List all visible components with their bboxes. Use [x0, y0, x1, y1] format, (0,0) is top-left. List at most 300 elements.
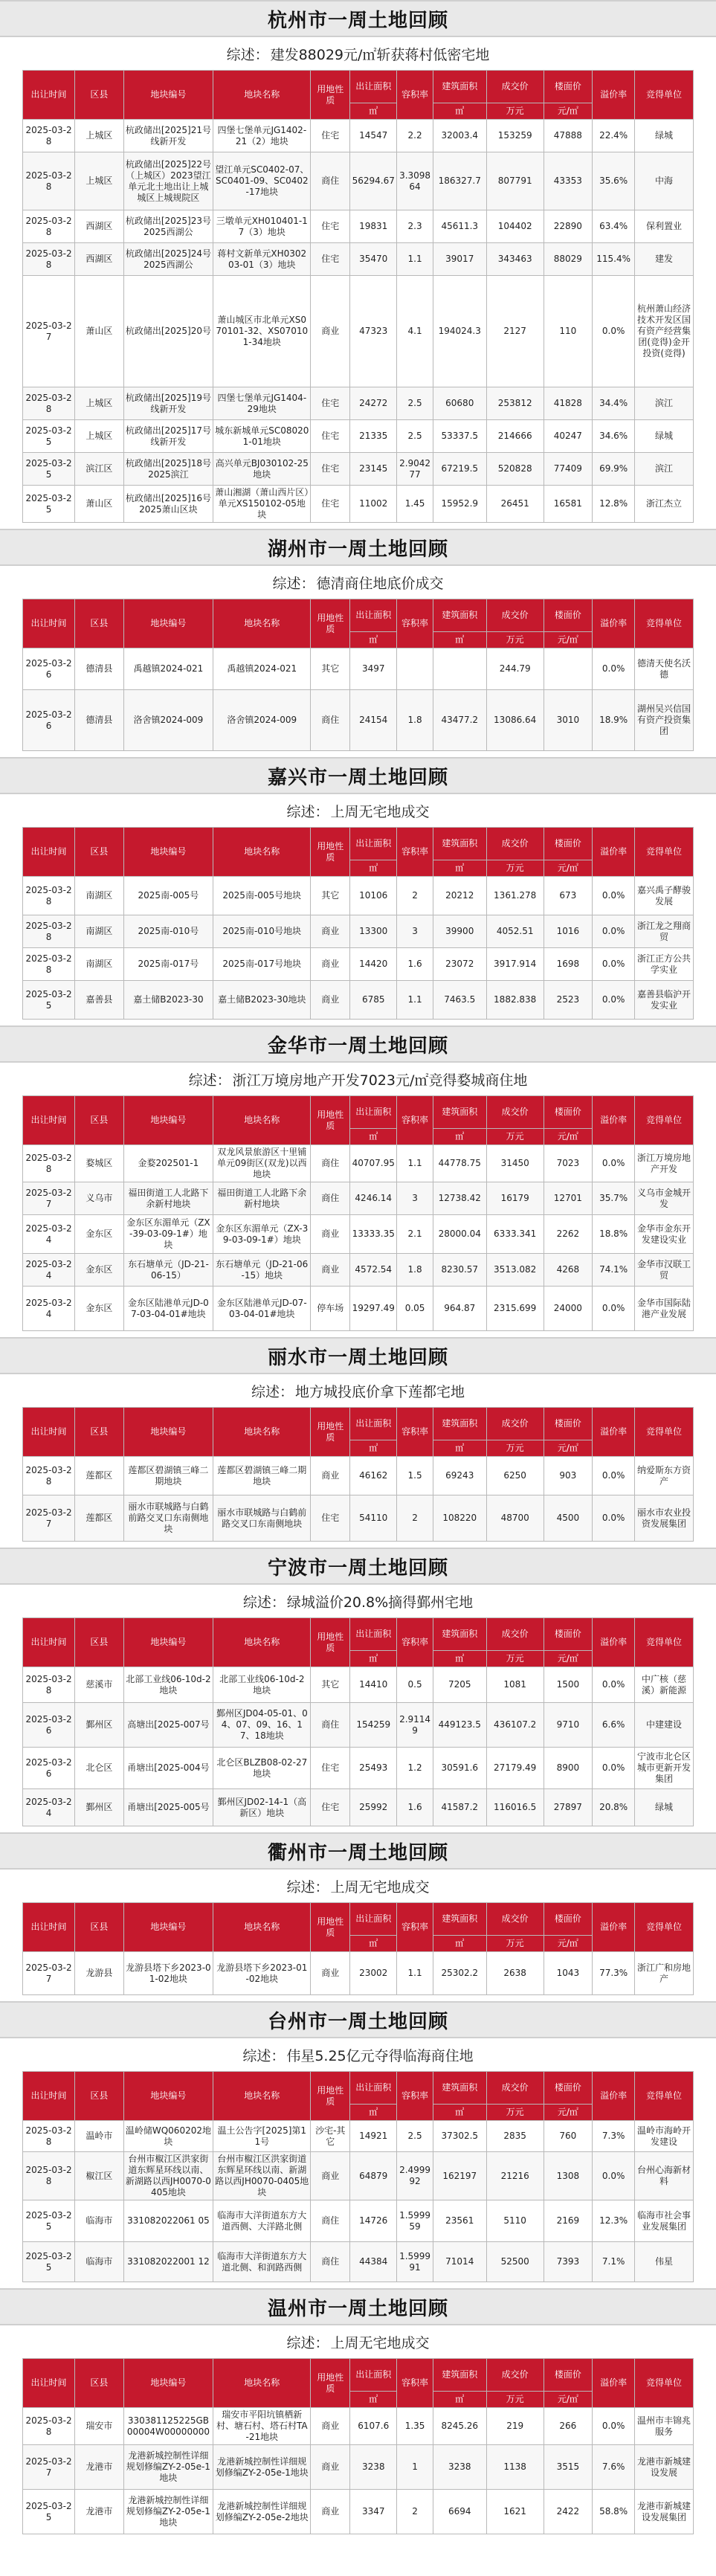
header-row [23, 1618, 694, 1651]
cell-area: 3497 [350, 648, 397, 690]
header-unit-unit-price: 元/㎡ [544, 1651, 593, 1667]
cell-far: 1.6 [397, 1789, 433, 1826]
cell-usage: 商业 [311, 1457, 350, 1495]
cell-date: 2025-03-25 [23, 486, 75, 523]
cell-unit-price: 7393 [544, 2242, 593, 2282]
header-premium: 溢价率 [593, 599, 635, 648]
cell-winner: 建发 [635, 243, 694, 276]
header-district: 区县 [75, 2072, 124, 2121]
cell-date: 2025-03-28 [23, 152, 75, 210]
cell-price: 244.79 [486, 648, 544, 690]
table-body [23, 120, 694, 523]
cell-date: 2025-03-25 [23, 981, 75, 1020]
header-lot-no: 地块编号 [123, 71, 213, 120]
header-unit-price: 楼面价 [544, 1096, 593, 1129]
cell-lot-name: 临海市大洋街道东方大道北侧、和润路西侧 [213, 2242, 311, 2282]
cell-price: 13086.64 [486, 690, 544, 751]
table-row [23, 1215, 694, 1254]
land-table [22, 70, 694, 523]
cell-gfa: 28000.04 [433, 1215, 486, 1254]
table-row [23, 877, 694, 915]
cell-area: 64879 [350, 2152, 397, 2200]
cell-unit-price: 12701 [544, 1182, 593, 1215]
cell-premium: 0.0% [593, 877, 635, 915]
table-body [23, 877, 694, 1020]
cell-area: 25992 [350, 1789, 397, 1826]
header-gfa: 建筑面积 [433, 1618, 486, 1651]
cell-district: 德清县 [75, 690, 124, 751]
header-area: 出让面积 [350, 1618, 397, 1651]
table-header [23, 1903, 694, 1952]
cell-area: 46162 [350, 1457, 397, 1495]
cell-far: 1.1 [397, 243, 433, 276]
header-premium: 溢价率 [593, 2359, 635, 2408]
table-header [23, 828, 694, 877]
header-far: 容积率 [397, 1408, 433, 1457]
header-lot-no: 地块编号 [123, 2072, 213, 2121]
header-lot-name: 地块名称 [213, 71, 311, 120]
cell-unit-price: 4268 [544, 1254, 593, 1287]
header-unit-unit-price: 元/㎡ [544, 2105, 593, 2121]
cell-unit-price: 27897 [544, 1789, 593, 1826]
header-gfa: 建筑面积 [433, 1408, 486, 1440]
header-premium: 溢价率 [593, 828, 635, 877]
header-price: 成交价 [486, 2359, 544, 2392]
cell-area: 11002 [350, 486, 397, 523]
cell-far: 1.6 [397, 948, 433, 981]
cell-far: 3.3098 64 [397, 152, 433, 210]
header-usage: 用地性质 [311, 1618, 350, 1667]
header-gfa: 建筑面积 [433, 828, 486, 860]
city-section [0, 529, 716, 751]
header-area: 出让面积 [350, 2072, 397, 2105]
city-title: 杭州市一周土地回顾 [0, 0, 716, 37]
header-unit-unit-price: 元/㎡ [544, 632, 593, 648]
cell-usage: 商住 [311, 152, 350, 210]
cell-gfa: 15952.9 [433, 486, 486, 523]
cell-lot-no: 台州市椒江区洪家街道东辉星环线以南、新湖路以西JH0070-0405地块 [123, 2152, 213, 2200]
table-row [23, 486, 694, 523]
cell-usage: 住宅 [311, 453, 350, 486]
cell-area: 47323 [350, 276, 397, 387]
cell-usage: 商业 [311, 1952, 350, 1995]
header-lot-name: 地块名称 [213, 1903, 311, 1952]
cell-premium: 58.8% [593, 2490, 635, 2534]
city-section [0, 1548, 716, 1826]
table-body [23, 1145, 694, 1331]
header-winner: 竞得单位 [635, 1618, 694, 1667]
header-district: 区县 [75, 1408, 124, 1457]
cell-price: 104402 [486, 210, 544, 243]
cell-area: 154259 [350, 1703, 397, 1748]
cell-district: 龙港市 [75, 2490, 124, 2534]
city-summary [0, 1870, 716, 1902]
cell-area: 23145 [350, 453, 397, 486]
header-row [23, 71, 694, 103]
cell-unit-price: 903 [544, 1457, 593, 1495]
cell-district: 临海市 [75, 2200, 124, 2242]
cell-district: 上城区 [75, 420, 124, 453]
cell-date: 2025-03-24 [23, 1254, 75, 1287]
cell-winner: 绿城 [635, 1789, 694, 1826]
cell-gfa: 23072 [433, 948, 486, 981]
header-far: 容积率 [397, 1618, 433, 1667]
cell-far: 2 [397, 877, 433, 915]
header-lot-name: 地块名称 [213, 1618, 311, 1667]
cell-district: 鄞州区 [75, 1703, 124, 1748]
header-lot-no: 地块编号 [123, 1096, 213, 1145]
header-unit-gfa: ㎡ [433, 2392, 486, 2408]
cell-premium: 34.4% [593, 387, 635, 420]
cell-district: 慈溪市 [75, 1667, 124, 1703]
header-area: 出让面积 [350, 1408, 397, 1440]
cell-lot-no: 杭政储出[2025]21号线新开发 [123, 120, 213, 152]
table-row [23, 453, 694, 486]
cell-winner: 德清天使名沃德 [635, 648, 694, 690]
table-row [23, 1287, 694, 1331]
cell-lot-no: 331082022061 05 [123, 2200, 213, 2242]
cell-usage: 商业 [311, 981, 350, 1020]
cell-gfa [433, 648, 486, 690]
summary-label: 综述： [188, 1072, 231, 1089]
header-price: 成交价 [486, 1903, 544, 1936]
cell-lot-no: 龙港新城控制性详细规划修编ZY-2-05e-1地块 [123, 2445, 213, 2490]
header-premium: 溢价率 [593, 1408, 635, 1457]
cell-area: 14726 [350, 2200, 397, 2242]
cell-district: 金东区 [75, 1254, 124, 1287]
cell-gfa: 7463.5 [433, 981, 486, 1020]
cell-usage: 商业 [311, 2490, 350, 2534]
summary-text: 地方城投底价拿下莲都宅地 [295, 1383, 465, 1400]
cell-winner: 中建建设 [635, 1703, 694, 1748]
cell-winner: 宁波市北仑区城市更新开发集团 [635, 1748, 694, 1789]
header-winner: 竞得单位 [635, 1096, 694, 1145]
cell-gfa: 45611.3 [433, 210, 486, 243]
header-premium: 溢价率 [593, 71, 635, 120]
city-title: 嘉兴市一周土地回顾 [0, 757, 716, 794]
header-row [23, 1903, 694, 1936]
city-summary [0, 2038, 716, 2071]
header-premium: 溢价率 [593, 1096, 635, 1145]
header-unit-area: ㎡ [350, 2105, 397, 2121]
cell-gfa: 964.87 [433, 1287, 486, 1331]
cell-far: 1.1 [397, 981, 433, 1020]
cell-usage: 商住 [311, 1703, 350, 1748]
cell-unit-price: 1500 [544, 1667, 593, 1703]
table-row [23, 1748, 694, 1789]
header-winner: 竞得单位 [635, 1408, 694, 1457]
cell-lot-no: 2025南-017号 [123, 948, 213, 981]
cell-usage: 商住 [311, 690, 350, 751]
cell-premium: 0.0% [593, 1495, 635, 1542]
cell-date: 2025-03-27 [23, 1495, 75, 1542]
header-lot-name: 地块名称 [213, 828, 311, 877]
cell-date: 2025-03-28 [23, 2408, 75, 2445]
cell-district: 义乌市 [75, 1182, 124, 1215]
cell-lot-no: 甬塘出[2025-004号 [123, 1748, 213, 1789]
header-lot-no: 地块编号 [123, 1903, 213, 1952]
cell-date: 2025-03-26 [23, 690, 75, 751]
cell-district: 龙港市 [75, 2445, 124, 2490]
table-row [23, 276, 694, 387]
table-header [23, 2359, 694, 2408]
cell-lot-no: 洛舍镇2024-009 [123, 690, 213, 751]
header-far: 容积率 [397, 2359, 433, 2408]
cell-date: 2025-03-28 [23, 1457, 75, 1495]
cell-winner: 伟星 [635, 2242, 694, 2282]
cell-lot-name: 莲都区碧湖镇三峰二期地块 [213, 1457, 311, 1495]
city-summary [0, 1374, 716, 1407]
header-date: 出让时间 [23, 599, 75, 648]
header-unit-gfa: ㎡ [433, 1129, 486, 1145]
cell-usage: 商业 [311, 2408, 350, 2445]
header-far: 容积率 [397, 1903, 433, 1952]
header-date: 出让时间 [23, 2072, 75, 2121]
cell-unit-price: 110 [544, 276, 593, 387]
cell-lot-name: 东石塘单元（JD-21-06-15）地块 [213, 1254, 311, 1287]
cell-far: 2.5 [397, 2121, 433, 2152]
cell-far [397, 648, 433, 690]
table-header [23, 1618, 694, 1667]
city-section [0, 1832, 716, 1995]
table-header [23, 2072, 694, 2121]
header-date: 出让时间 [23, 1903, 75, 1952]
city-title: 衢州市一周土地回顾 [0, 1832, 716, 1870]
cell-lot-name: 洛舍镇2024-009 [213, 690, 311, 751]
cell-far: 4.1 [397, 276, 433, 387]
header-price: 成交价 [486, 1096, 544, 1129]
cell-area: 10106 [350, 877, 397, 915]
cell-winner: 杭州萧山经济技术开发区国有资产经营集团(竞得)金开投资(竞得) [635, 276, 694, 387]
cell-date: 2025-03-24 [23, 1215, 75, 1254]
cell-area: 24154 [350, 690, 397, 751]
city-section [0, 1025, 716, 1331]
cell-usage: 住宅 [311, 420, 350, 453]
cell-date: 2025-03-24 [23, 1287, 75, 1331]
cell-usage: 停车场 [311, 1287, 350, 1331]
cell-gfa: 30591.6 [433, 1748, 486, 1789]
header-unit-price: 楼面价 [544, 1618, 593, 1651]
cell-premium: 0.0% [593, 1457, 635, 1495]
cell-gfa: 449123.5 [433, 1703, 486, 1748]
cell-price: 1081 [486, 1667, 544, 1703]
cell-lot-name: 临海市大洋街道东方大道西侧、大洋路北侧 [213, 2200, 311, 2242]
cell-unit-price: 40247 [544, 420, 593, 453]
cell-far: 1.5999 59 [397, 2200, 433, 2242]
cell-usage: 住宅 [311, 387, 350, 420]
cell-usage: 住宅 [311, 1789, 350, 1826]
cell-winner: 保利置业 [635, 210, 694, 243]
table-body [23, 648, 694, 751]
table-row [23, 387, 694, 420]
cell-premium: 0.0% [593, 981, 635, 1020]
cell-district: 萧山区 [75, 276, 124, 387]
cell-lot-no: 禹越镇2024-021 [123, 648, 213, 690]
cell-usage: 商业 [311, 948, 350, 981]
cell-lot-name: 萧山城区市北单元XS070101-32、XS070101-34地块 [213, 276, 311, 387]
cell-winner: 湖州吴兴信国有资产投资集团 [635, 690, 694, 751]
cell-district: 椒江区 [75, 2152, 124, 2200]
cell-unit-price: 1308 [544, 2152, 593, 2200]
cell-price: 807791 [486, 152, 544, 210]
cell-date: 2025-03-27 [23, 2445, 75, 2490]
header-usage: 用地性质 [311, 2072, 350, 2121]
header-unit-unit-price: 元/㎡ [544, 1936, 593, 1952]
cell-far: 1 [397, 2445, 433, 2490]
cell-lot-name: 蒋村文新单元XH030203-01（3）地块 [213, 243, 311, 276]
cell-price: 52500 [486, 2242, 544, 2282]
cell-date: 2025-03-25 [23, 2490, 75, 2534]
cell-premium: 34.6% [593, 420, 635, 453]
header-winner: 竞得单位 [635, 71, 694, 120]
table-header [23, 1096, 694, 1145]
header-row [23, 2072, 694, 2105]
cell-premium: 7.6% [593, 2445, 635, 2490]
cell-date: 2025-03-25 [23, 453, 75, 486]
cell-district: 上城区 [75, 152, 124, 210]
cell-gfa: 108220 [433, 1495, 486, 1542]
cell-premium: 69.9% [593, 453, 635, 486]
cell-lot-name: 嘉土储B2023-30地块 [213, 981, 311, 1020]
cell-lot-name: 丽水市联城路与白鹤前路交叉口东南侧地块 [213, 1495, 311, 1542]
cell-lot-name: 高兴单元BJ030102-25地块 [213, 453, 311, 486]
cell-premium: 0.0% [593, 648, 635, 690]
cell-far: 1.8 [397, 690, 433, 751]
cell-unit-price [544, 648, 593, 690]
header-unit-gfa: ㎡ [433, 103, 486, 120]
cell-unit-price: 1016 [544, 915, 593, 948]
cell-district: 萧山区 [75, 486, 124, 523]
cell-date: 2025-03-28 [23, 387, 75, 420]
cell-price: 1621 [486, 2490, 544, 2534]
cell-usage: 商住 [311, 1182, 350, 1215]
cell-gfa: 67219.5 [433, 453, 486, 486]
cell-premium: 22.4% [593, 120, 635, 152]
city-title: 丽水市一周土地回顾 [0, 1337, 716, 1374]
cell-winner: 金华市金东开发建设实业 [635, 1215, 694, 1254]
cell-lot-no: 甬塘出[2025-005号 [123, 1789, 213, 1826]
cell-unit-price: 77409 [544, 453, 593, 486]
cell-price: 16179 [486, 1182, 544, 1215]
cell-date: 2025-03-28 [23, 243, 75, 276]
cell-lot-no: 杭政储出[2025]20号 [123, 276, 213, 387]
cell-lot-name: 望江单元SC0402-07、SC0401-09、SC0402-17地块 [213, 152, 311, 210]
cell-date: 2025-03-28 [23, 1667, 75, 1703]
cell-area: 3347 [350, 2490, 397, 2534]
cell-far: 2 [397, 1495, 433, 1542]
cell-far: 1.35 [397, 2408, 433, 2445]
cell-district: 嘉善县 [75, 981, 124, 1020]
summary-text: 上周无宅地成交 [330, 803, 430, 820]
cell-usage: 住宅 [311, 1495, 350, 1542]
summary-text: 伟星5.25亿元夺得临海商住地 [286, 2047, 474, 2064]
cell-date: 2025-03-28 [23, 877, 75, 915]
cell-premium: 0.0% [593, 1145, 635, 1182]
cell-premium: 7.3% [593, 2121, 635, 2152]
header-winner: 竞得单位 [635, 828, 694, 877]
cell-far: 2.4999 92 [397, 2152, 433, 2200]
summary-label: 综述： [242, 2047, 286, 2064]
header-gfa: 建筑面积 [433, 1096, 486, 1129]
cell-area: 44384 [350, 2242, 397, 2282]
cell-price: 3513.082 [486, 1254, 544, 1287]
header-date: 出让时间 [23, 2359, 75, 2408]
cell-premium: 12.3% [593, 2200, 635, 2242]
cell-area: 19297.49 [350, 1287, 397, 1331]
header-price: 成交价 [486, 1408, 544, 1440]
table-row [23, 948, 694, 981]
header-unit-price: 万元 [486, 1651, 544, 1667]
header-unit-price: 万元 [486, 1936, 544, 1952]
cell-lot-name: 温土公告字[2025]第11号 [213, 2121, 311, 2152]
table-header [23, 71, 694, 120]
cell-date: 2025-03-26 [23, 1703, 75, 1748]
header-unit-gfa: ㎡ [433, 1936, 486, 1952]
summary-text: 建发88029元/㎡斩获蒋村低密宅地 [270, 46, 490, 63]
cell-far: 1.1 [397, 1145, 433, 1182]
cell-unit-price: 2422 [544, 2490, 593, 2534]
cell-usage: 其它 [311, 877, 350, 915]
cell-far: 2.2 [397, 120, 433, 152]
table-row [23, 2152, 694, 2200]
cell-price: 2638 [486, 1952, 544, 1995]
cell-district: 上城区 [75, 120, 124, 152]
header-unit-area: ㎡ [350, 2392, 397, 2408]
summary-label: 综述： [286, 1878, 329, 1896]
cell-lot-name: 鄞州区JD04-05-01、04、07、09、16、17、18地块 [213, 1703, 311, 1748]
header-unit-price: 万元 [486, 2105, 544, 2121]
table-row [23, 2200, 694, 2242]
table-row [23, 1457, 694, 1495]
cell-winner: 嘉善县临沪开发实业 [635, 981, 694, 1020]
cell-district: 婺城区 [75, 1145, 124, 1182]
cell-unit-price: 1698 [544, 948, 593, 981]
header-gfa: 建筑面积 [433, 2072, 486, 2105]
cell-date: 2025-03-25 [23, 2200, 75, 2242]
cell-district: 莲都区 [75, 1457, 124, 1495]
cell-premium: 12.8% [593, 486, 635, 523]
cell-price: 153259 [486, 120, 544, 152]
cell-premium: 6.6% [593, 1703, 635, 1748]
cell-gfa: 44778.75 [433, 1145, 486, 1182]
cell-winner: 绿城 [635, 120, 694, 152]
cell-area: 4572.54 [350, 1254, 397, 1287]
table-row [23, 1667, 694, 1703]
header-unit-area: ㎡ [350, 1440, 397, 1457]
cell-premium: 77.3% [593, 1952, 635, 1995]
header-unit-area: ㎡ [350, 1936, 397, 1952]
cell-winner: 温州市丰锦兆服务 [635, 2408, 694, 2445]
cell-lot-no: 高塘出[2025-007号 [123, 1703, 213, 1748]
cell-unit-price: 88029 [544, 243, 593, 276]
cell-usage: 商住 [311, 2200, 350, 2242]
cell-winner: 滨江 [635, 387, 694, 420]
cell-area: 6107.6 [350, 2408, 397, 2445]
cell-unit-price: 43353 [544, 152, 593, 210]
cell-lot-no: 杭政储出[2025]18号 2025滨江 [123, 453, 213, 486]
cell-area: 54110 [350, 1495, 397, 1542]
land-table [22, 1095, 694, 1331]
header-lot-name: 地块名称 [213, 1096, 311, 1145]
table-header [23, 599, 694, 648]
cell-lot-name: 龙游县塔下乡2023-01-02地块 [213, 1952, 311, 1995]
cell-date: 2025-03-28 [23, 210, 75, 243]
cell-premium: 0.0% [593, 2152, 635, 2200]
header-date: 出让时间 [23, 828, 75, 877]
header-gfa: 建筑面积 [433, 2359, 486, 2392]
header-date: 出让时间 [23, 71, 75, 120]
cell-lot-name: 北部工业线06-10d-2地块 [213, 1667, 311, 1703]
